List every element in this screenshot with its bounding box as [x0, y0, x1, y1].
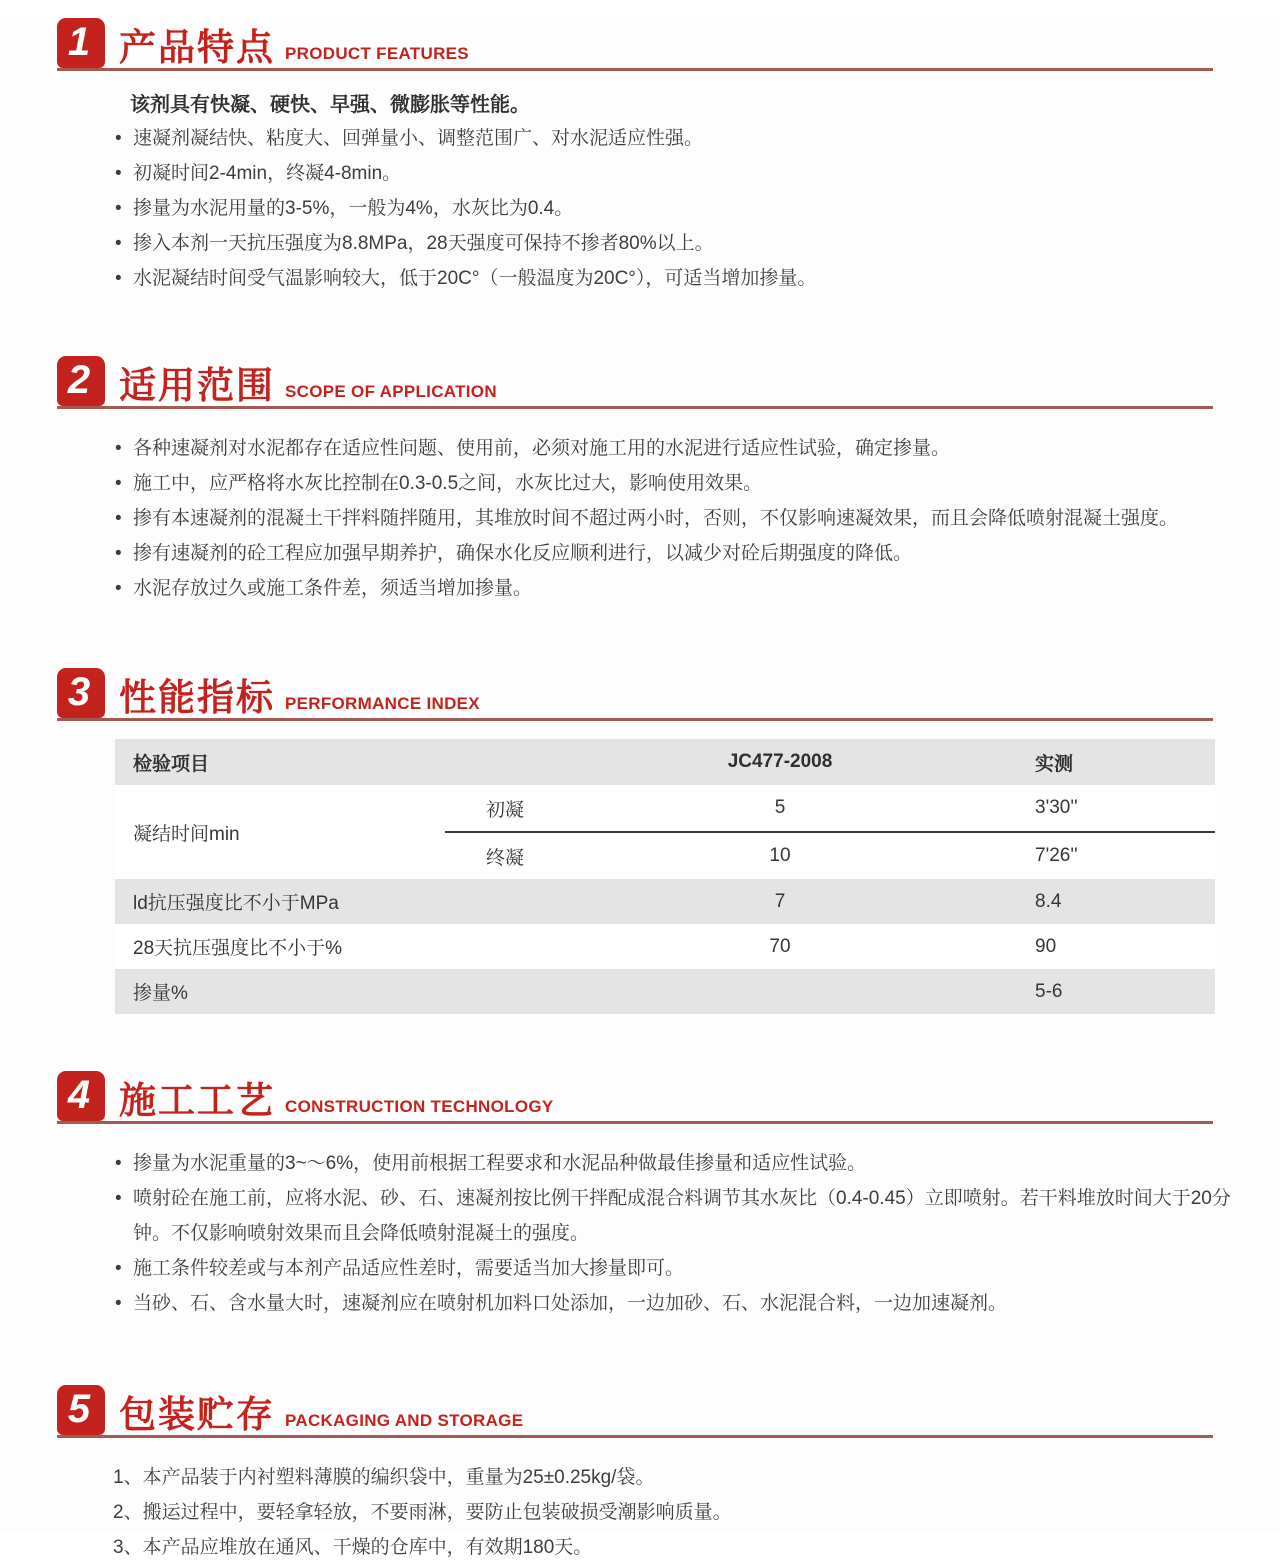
bullet-item: • 施工中，应严格将水灰比控制在0.3-0.5之间，水灰比过大，影响使用效果。 — [113, 466, 1238, 501]
bullet-item: • 水泥凝结时间受气温影响较大，低于20C°（一般温度为20C°），可适当增加掺量。 — [113, 261, 1238, 296]
section-performance-index — [0, 668, 1280, 1014]
bullet-list — [113, 121, 1238, 296]
bullet-item: • 喷射砼在施工前，应将水泥、砂、石、速凝剂按比例干拌配成混合料调节其水灰比（0.4-0.45）立即喷射。若干料堆放时间大于20分钟。不仅影响喷射效果而且会降低喷射混凝土的强度。 — [113, 1181, 1238, 1251]
section-header — [57, 668, 1213, 721]
table-header-standard: JC477-2008 — [727, 751, 833, 772]
table-cell-standard: 7 — [774, 890, 786, 912]
bullet-item: • 初凝时间2-4min，终凝4-8min。 — [113, 156, 1238, 191]
table-cell-measured: 7'26'' — [1035, 845, 1078, 866]
section-title-en: SCOPE OF APPLICATION — [285, 382, 497, 401]
bullet-item: • 当砂、石、含水量大时，速凝剂应在喷射机加料口处添加，一边加砂、石、水泥混合料，一边加速凝剂。 — [113, 1286, 1238, 1321]
table-cell-item: 凝结时间min — [133, 823, 240, 845]
section-title-en: CONSTRUCTION TECHNOLOGY — [285, 1097, 554, 1116]
table-header-measured: 实测 — [1035, 753, 1074, 775]
numbered-list — [113, 1460, 1238, 1565]
section-construction-technology — [0, 1071, 1280, 1321]
section-header — [57, 18, 1213, 71]
section-header — [57, 1071, 1213, 1124]
bullet-item: • 掺入本剂一天抗压强度为8.8MPa，28天强度可保持不掺者80%以上。 — [113, 226, 1238, 261]
bullet-item: • 施工条件较差或与本剂产品适应性差时，需要适当加大掺量即可。 — [113, 1251, 1238, 1286]
table-subrow-final-set — [445, 833, 1215, 879]
section-title-en: PRODUCT FEATURES — [285, 44, 469, 63]
section-header — [57, 356, 1213, 409]
section-title-zh: 适用范围 — [119, 365, 275, 407]
section-number-badge — [57, 356, 105, 406]
section-number-badge — [57, 668, 105, 718]
bullet-item: • 各种速凝剂对水泥都存在适应性问题、使用前，必须对施工用的水泥进行适应性试验，确定掺量。 — [113, 431, 1238, 466]
section-intro: 该剂具有快凝、硬快、早强、微膨胀等性能。 — [130, 94, 530, 116]
table-cell-item: 28天抗压强度比不小于% — [133, 938, 343, 959]
table-cell-sublabel — [445, 924, 565, 969]
bullet-item: • 速凝剂凝结快、粘度大、回弹量小、调整范围广、对水泥适应性强。 — [113, 121, 1238, 156]
table-cell-sublabel — [445, 879, 565, 924]
bullet-list — [113, 431, 1238, 606]
setting-time-subrows — [445, 785, 1215, 879]
table-cell-sublabel: 终凝 — [485, 847, 524, 869]
bullet-item: • 掺量为水泥重量的3~～6%，使用前根据工程要求和水泥品种做最佳掺量和适应性试验。 — [113, 1146, 1238, 1181]
section-title-en: PACKAGING AND STORAGE — [285, 1411, 524, 1430]
numbered-item: 2、搬运过程中，要轻拿轻放，不要雨淋，要防止包装破损受潮影响质量。 — [113, 1502, 732, 1523]
table-cell-measured: 3'30'' — [1035, 797, 1078, 818]
bullet-item: • 掺有速凝剂的砼工程应加强早期养护，确保水化反应顺利进行，以减少对砼后期强度的降低。 — [113, 536, 1238, 571]
bullet-item: • 水泥存放过久或施工条件差，须适当增加掺量。 — [113, 571, 1238, 606]
table-cell-item: ld抗压强度比不小于MPa — [133, 893, 339, 914]
section-number: 1 — [67, 20, 91, 64]
table-header-spacer — [445, 739, 565, 785]
bullet-list — [113, 1146, 1238, 1321]
section-title-zh: 施工工艺 — [119, 1080, 275, 1122]
table-header-item: 检验项目 — [133, 753, 210, 775]
section-title-en: PERFORMANCE INDEX — [285, 694, 480, 713]
table-cell-measured: 90 — [1035, 935, 1057, 957]
table-cell-standard: 5 — [774, 797, 786, 818]
bullet-item: • 掺有本速凝剂的混凝土干拌料随拌随用，其堆放时间不超过两小时，否则，不仅影响速凝效果，而且会降低喷射混凝土强度。 — [113, 501, 1238, 536]
section-number: 2 — [67, 358, 91, 402]
table-cell-sublabel — [445, 969, 565, 1014]
table-cell-sublabel: 初凝 — [485, 799, 524, 821]
section-product-features — [0, 18, 1280, 296]
section-number-badge — [57, 18, 105, 68]
section-scope-of-application — [0, 356, 1280, 606]
table-cell-standard: 70 — [769, 935, 791, 957]
table-cell-measured: 8.4 — [1035, 890, 1062, 912]
table-cell-standard: 10 — [769, 845, 791, 866]
section-number: 4 — [67, 1073, 91, 1117]
section-number-badge — [57, 1071, 105, 1121]
section-number-badge — [57, 1385, 105, 1435]
table-row — [115, 879, 1215, 924]
numbered-item: 1、本产品装于内衬塑料薄膜的编织袋中，重量为25±0.25kg/袋。 — [113, 1467, 655, 1488]
section-packaging-and-storage — [0, 1385, 1280, 1565]
numbered-item: 3、本产品应堆放在通风、干燥的仓库中，有效期180天。 — [113, 1537, 593, 1558]
table-subrow-initial-set — [445, 785, 1215, 831]
section-number: 3 — [67, 670, 91, 714]
table-cell-standard — [565, 969, 995, 1014]
table-header-row — [115, 739, 1215, 785]
section-title-zh: 性能指标 — [119, 677, 275, 719]
performance-table — [115, 739, 1215, 1014]
section-header — [57, 1385, 1213, 1438]
table-row — [115, 924, 1215, 969]
section-number: 5 — [67, 1387, 91, 1431]
section-title-zh: 包装贮存 — [119, 1394, 275, 1436]
table-cell-measured: 5-6 — [1035, 980, 1063, 1002]
bullet-item: • 掺量为水泥用量的3-5%，一般为4%，水灰比为0.4。 — [113, 191, 1238, 226]
table-row — [115, 969, 1215, 1014]
product-datasheet-page — [0, 18, 1280, 1558]
table-row-setting-time — [115, 785, 1215, 879]
table-cell-item: 掺量% — [133, 983, 188, 1004]
section-title-zh: 产品特点 — [119, 27, 275, 69]
